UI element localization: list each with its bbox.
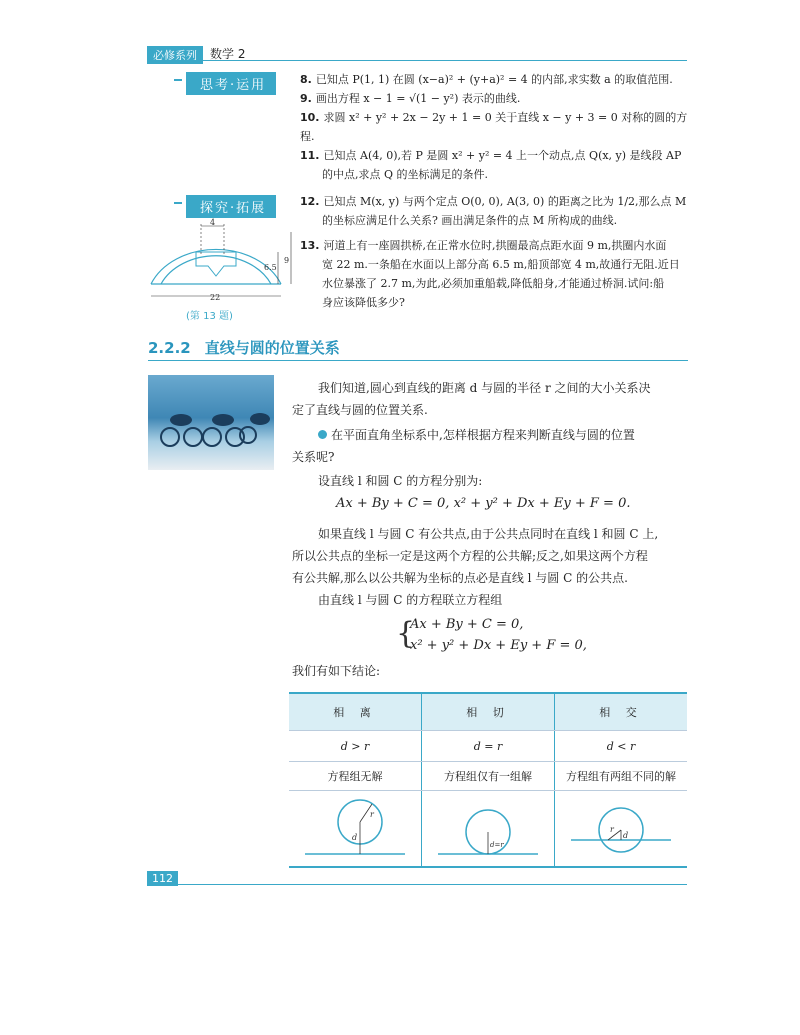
- question-paragraph: 在平面直角坐标系中,怎样根据方程来判断直线与圆的位置 关系呢?: [292, 428, 635, 464]
- explore-label: 探究·拓展: [186, 195, 276, 218]
- solution-tangent: 方程组仅有一组解: [421, 762, 554, 791]
- equation-line-circle: Ax + By + C = 0, x² + y² + Dx + Ey + F = 0.: [336, 496, 631, 511]
- cyclists-photo: [148, 375, 274, 470]
- think-apply-label: 思考·运用: [186, 72, 276, 95]
- page-number: 112: [147, 871, 178, 886]
- exercise-10: 10. 求圆 x² + y² + 2x − 2y + 1 = 0 关于直线 x − y + 3 = 0 对称的圆的方程.: [300, 111, 688, 143]
- dim-6-5: 6.5: [264, 263, 277, 272]
- header-tangent: 相 切: [421, 694, 554, 731]
- paragraph-common-point: 如果直线 l 与圆 C 有公共点,由于公共点同时在直线 l 和圆 C 上, 所以公共点的坐标一定是这两个方程的公共解;反之,如果这两个方程 有公共解,那么以公共解为坐标的点必是直线 l 与圆 C 的公共点.: [292, 527, 659, 585]
- header-intersect: 相 交: [555, 694, 687, 731]
- figure-tangent: [421, 791, 554, 867]
- header-rule: [147, 60, 687, 61]
- svg-text:d=r: d=r: [489, 841, 504, 849]
- system-brace: {: [396, 616, 416, 651]
- header-separate: 相 离: [289, 694, 421, 731]
- footer-rule: [147, 884, 687, 885]
- relation-table: [289, 692, 687, 868]
- figure-intersect: [555, 791, 687, 867]
- series-tag: 必修系列: [147, 46, 203, 64]
- relation-intersect: d < r: [555, 731, 687, 762]
- exercise-8: 8. 已知点 P(1, 1) 在圆 (x−a)² + (y+a)² = 4 的内部,求实数 a 的取值范围.: [300, 73, 673, 86]
- paragraph-setup: 设直线 l 和圆 C 的方程分别为:: [318, 474, 483, 488]
- paragraph-intro: 我们知道,圆心到直线的距离 d 与圆的半径 r 之间的大小关系决 定了直线与圆的位置关系.: [292, 381, 651, 417]
- section-title: 直线与圆的位置关系: [204, 339, 340, 357]
- section-number: 2.2.2: [148, 339, 191, 357]
- equation-system: Ax + By + C = 0, x² + y² + Dx + Ey + F = 0,: [410, 617, 587, 653]
- exercise-13: 13. 河道上有一座圆拱桥,在正常水位时,拱圈最高点距水面 9 m,拱圈内水面 宽 22 m.一条船在水面以上部分高 6.5 m,船顶部宽 4 m,故通行无阻.近日 水位暴涨了 2.7 m,为此,必须加重船载,降低船身,才能通过桥洞.试问:船 身应该降低多少?: [300, 239, 680, 309]
- svg-text:d: d: [351, 833, 358, 842]
- paragraph-conclusion: 我们有如下结论:: [292, 664, 381, 678]
- svg-text:r: r: [369, 810, 374, 819]
- exercise-9: 9. 画出方程 x − 1 = √(1 − y²) 表示的曲线.: [300, 92, 521, 105]
- figure-separate: [289, 791, 421, 867]
- solution-separate: 方程组无解: [289, 762, 421, 791]
- question-bullet-icon: [318, 430, 327, 439]
- section-heading: [148, 337, 340, 358]
- relation-tangent: d = r: [421, 731, 554, 762]
- dim-22: 22: [210, 293, 221, 302]
- svg-text:d: d: [623, 831, 629, 840]
- think-apply-exercises: [300, 70, 700, 184]
- section-rule: [148, 360, 688, 361]
- arch-bridge-figure: [146, 214, 296, 304]
- exercise-11: 11. 已知点 A(4, 0),若 P 是圆 x² + y² = 4 上一个动点,点 Q(x, y) 是线段 AP 的中点,求点 Q 的坐标满足的条件.: [300, 149, 682, 181]
- relation-separate: d > r: [289, 731, 421, 762]
- paragraph-system: 由直线 l 与圆 C 的方程联立方程组: [318, 593, 503, 607]
- book-name: 数学 2: [210, 47, 246, 61]
- solution-intersect: 方程组有两组不同的解: [555, 762, 687, 791]
- dim-4: 4: [210, 218, 216, 227]
- exercise-12: 12. 已知点 M(x, y) 与两个定点 O(0, 0), A(3, 0) 的距离之比为 1/2,那么点 M 的坐标应满足什么关系? 画出满足条件的点 M 所构成的曲线.: [300, 195, 687, 227]
- dim-9: 9: [284, 256, 290, 265]
- figure-caption: (第 13 题): [186, 311, 233, 322]
- svg-text:r: r: [610, 825, 614, 834]
